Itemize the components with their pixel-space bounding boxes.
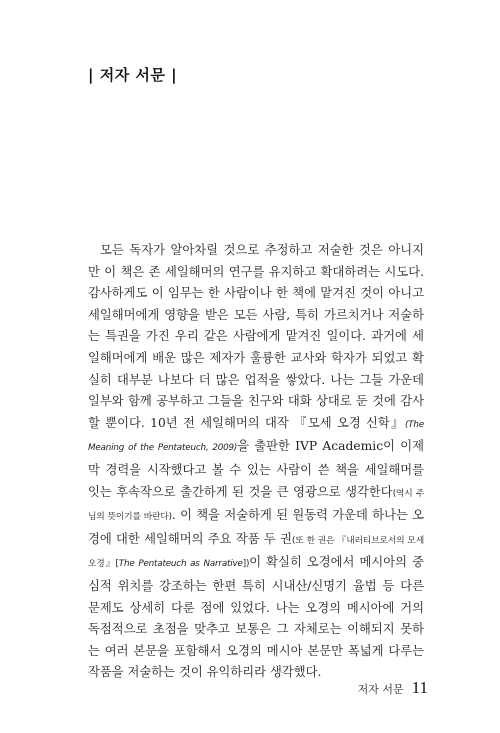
reference-2-prefix: (또 한 권은 『내러티브로서의 모세오경』[ xyxy=(88,535,424,570)
parenthetical-note: (역시 주님의 뜻이기를 바란다) xyxy=(88,488,424,523)
text-run: 이 확실히 오경에서 메시아의 중심적 위치를 강조하는 한편 특히 시내산/신명기 율법 등 다른 문제도 상세히 다룬 점에 있었다. 나는 오경의 메시아에 거의 독점적으로 초점을 맞추고 보통은 그 자체로는 이해되지 못하는 여러 본문을 포함해서 오경의 메시아 본문만 폭넓게 다루는 작품을 저술하는 것이 유익하리라 생각했다. xyxy=(88,555,424,680)
page-number: 11 xyxy=(411,678,428,697)
page-footer xyxy=(358,678,428,698)
reference-2-suffix: ]) xyxy=(242,559,250,570)
reference-1: (The Meaning of the Pentateuch, 2009) xyxy=(88,419,424,454)
reference-2-title: The Pentateuch as Narrative xyxy=(118,559,243,570)
text-run: 을 출판한 IVP Academic이 이제 막 경력을 시작했다고 볼 수 있는 사람이 쓴 책을 세일해머를 잇는 후속작으로 출간하게 된 것을 큰 영광으로 생각한다 xyxy=(88,439,424,499)
running-title: 저자 서문 xyxy=(357,683,404,696)
text-run: . 이 책을 저술하게 된 원동력 가운데 하나는 오경에 대한 세일해머의 주요 작품 두 권 xyxy=(88,508,425,546)
text-run: 모든 독자가 알아차릴 것으로 추정하고 저술한 것은 아니지만 이 책은 존 세일해머의 연구를 유지하고 확대하려는 시도다. 감사하게도 이 임무는 한 사람이나 한 책에 맡겨진 것이 아니고 세일해머에게 영향을 받은 모든 사람, 특히 가르치거나 저술하는 특권을 가진 우리 같은 사람에게 맡겨진 일이다. 과거에 세일해머에게 배운 많은 제자가 훌륭한 교사와 학자가 되었고 확실히 대부분 나보다 더 많은 업적을 쌓았다. 나는 그들 가운데 일부와 함께 공부하고 그들을 친구와 대화 상대로 둔 것에 감사할 뿐이다. 10년 전 세일해머의 대작 『모세 오경 신학』 xyxy=(88,243,424,430)
body-paragraph xyxy=(88,240,424,684)
section-heading: | 저자 서문 | xyxy=(88,66,178,84)
